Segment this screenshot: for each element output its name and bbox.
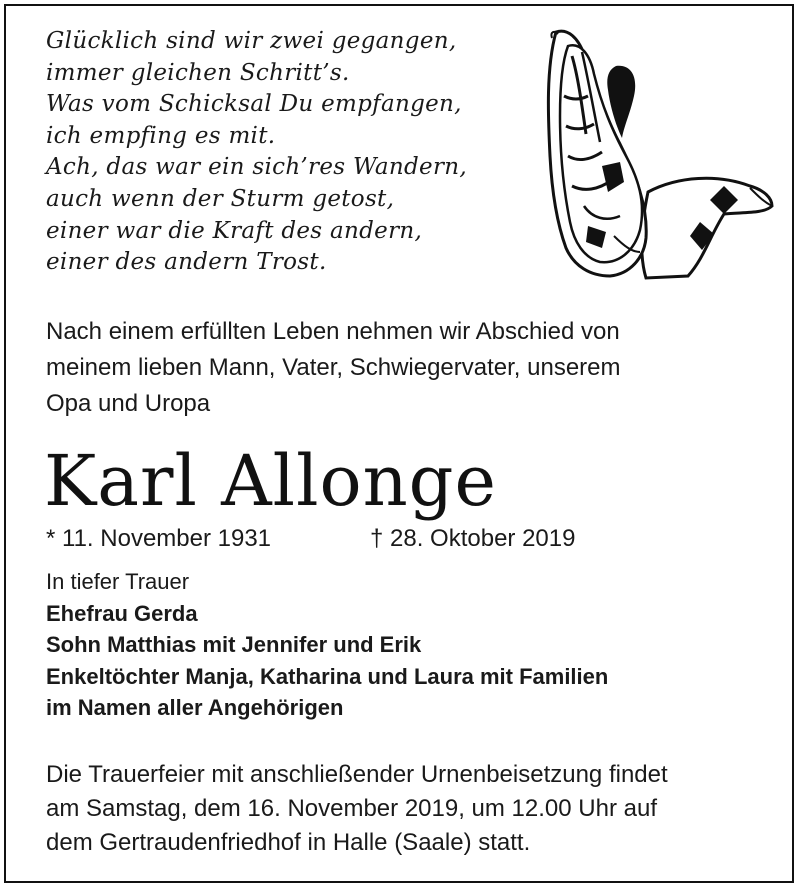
service-line: dem Gertraudenfriedhof in Halle (Saale) statt. xyxy=(46,829,531,856)
mourning-heading: In tiefer Trauer xyxy=(46,569,190,594)
poem-line: Was vom Schicksal Du empfangen, xyxy=(46,91,462,118)
service-line: am Samstag, dem 16. November 2019, um 12.00 Uhr auf xyxy=(46,795,657,822)
poem-line: auch wenn der Sturm getost, xyxy=(46,185,395,212)
intro-line: Nach einem erfüllten Leben nehmen wir Abschied von xyxy=(46,318,620,345)
poem-line: einer des andern Trost. xyxy=(46,249,327,276)
poem-line: Glücklich sind wir zwei gegangen, xyxy=(46,28,457,54)
mourner-name: Ehefrau Gerda xyxy=(46,600,198,626)
intro-line: Opa und Uropa xyxy=(46,390,211,417)
poem-line: ich empfing es mit. xyxy=(46,122,276,149)
intro-line: meinem lieben Mann, Vater, Schwiegervater, unserem xyxy=(46,354,621,381)
mourner-name: Enkeltöchter Manja, Katharina und Laura mit Familien xyxy=(46,663,609,689)
praying-hands-icon xyxy=(528,26,778,284)
intro-text xyxy=(46,314,766,422)
poem-line: einer war die Kraft des andern, xyxy=(46,217,423,244)
deceased-name: Karl Allonge xyxy=(44,440,497,522)
mourner-name: Sohn Matthias mit Jennifer und Erik xyxy=(46,632,422,657)
mourners-block xyxy=(46,566,608,724)
death-date: † 28. Oktober 2019 xyxy=(370,525,576,552)
poem-line: immer gleichen Schritt’s. xyxy=(46,59,350,86)
mourner-name: im Namen aller Angehörigen xyxy=(46,695,344,720)
poem-line: Ach, das war ein sich’res Wandern, xyxy=(46,154,467,181)
service-info xyxy=(46,758,776,860)
birth-date: * 11. November 1931 xyxy=(46,525,272,552)
memorial-poem xyxy=(46,26,467,279)
service-line: Die Trauerfeier mit anschließender Urnenbeisetzung findet xyxy=(46,761,668,788)
